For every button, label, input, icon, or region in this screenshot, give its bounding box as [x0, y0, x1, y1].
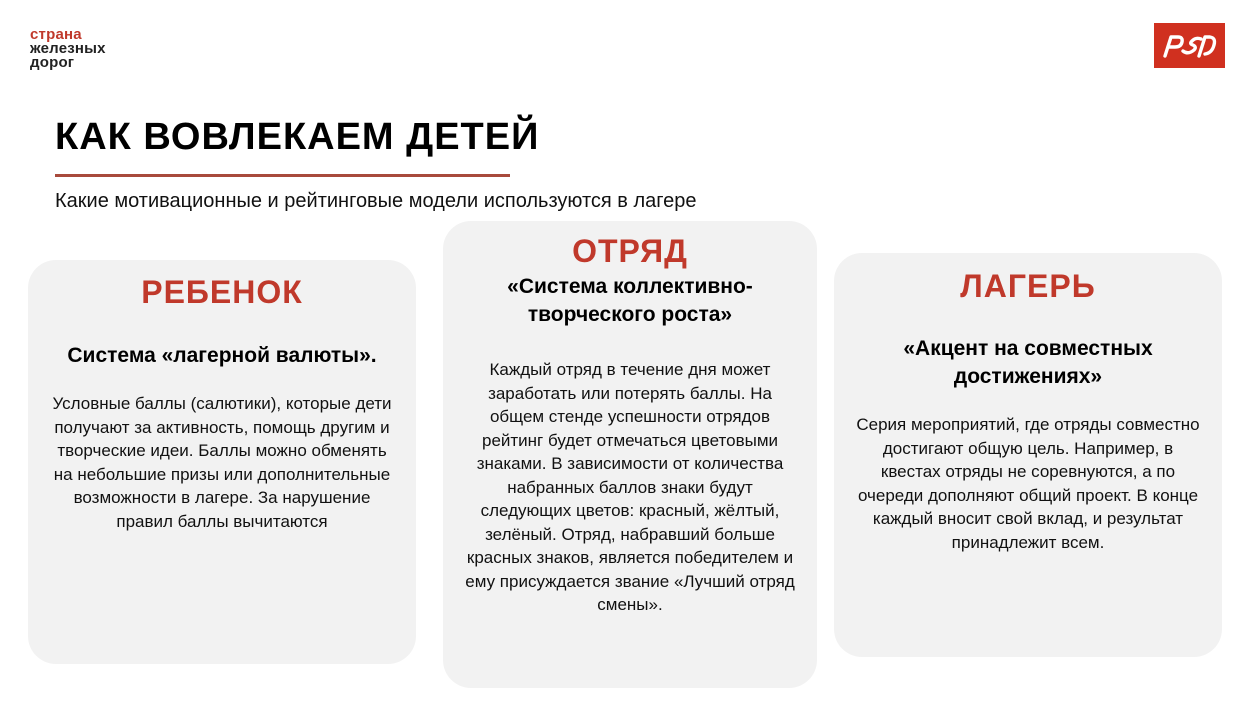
title-underline [55, 174, 510, 177]
card-heading: ОТРЯД [572, 233, 688, 269]
brand-line-2: железных [30, 40, 106, 57]
card-subheading: «Система коллективно-творческого роста» [507, 275, 753, 326]
page-title: КАК ВОВЛЕКАЕМ ДЕТЕЙ [55, 116, 540, 158]
card-body: Серия мероприятий, где отряды совместно достигают общую цель. Например, в квестах отряды не соревнуются, а по очереди дополняют общий проект. В конце каждый вносит свой вклад, и результат принадлежит всем. [856, 415, 1200, 552]
rzd-logo-mark [1161, 33, 1219, 59]
brand-line-3: дорог [30, 54, 75, 71]
rzd-logo-icon [1154, 23, 1225, 68]
card-child [28, 260, 416, 664]
page-subtitle: Какие мотивационные и рейтинговые модели используются в лагере [55, 190, 697, 212]
card-heading: ЛАГЕРЬ [960, 268, 1096, 304]
card-subheading: «Акцент на совместных достижениях» [903, 337, 1153, 388]
card-body: Условные баллы (салютики), которые дети получают за активность, помощь другим и творческие идеи. Баллы можно обменять на небольшие призы или дополнительные возможности в лагере. За нарушение правил баллы вычитаются [52, 394, 392, 531]
card-body: Каждый отряд в течение дня может заработать или потерять баллы. На общем стенде успешности отрядов рейтинг будет отмечаться цветовыми знаками. В зависимости от количества набранных баллов знаки будут следующих цветов: красный, жёлтый, зелёный. Отряд, набравший больше красных знаков, является победителем и ему присуждается звание «Лучший отряд смены». [465, 360, 795, 614]
card-heading: РЕБЕНОК [141, 274, 303, 310]
card-subheading: Система «лагерной валюты». [67, 344, 377, 367]
card-squad [443, 221, 817, 688]
brand-line-1: страна [30, 26, 82, 43]
brand-wordmark [30, 28, 106, 70]
card-camp [834, 253, 1222, 657]
